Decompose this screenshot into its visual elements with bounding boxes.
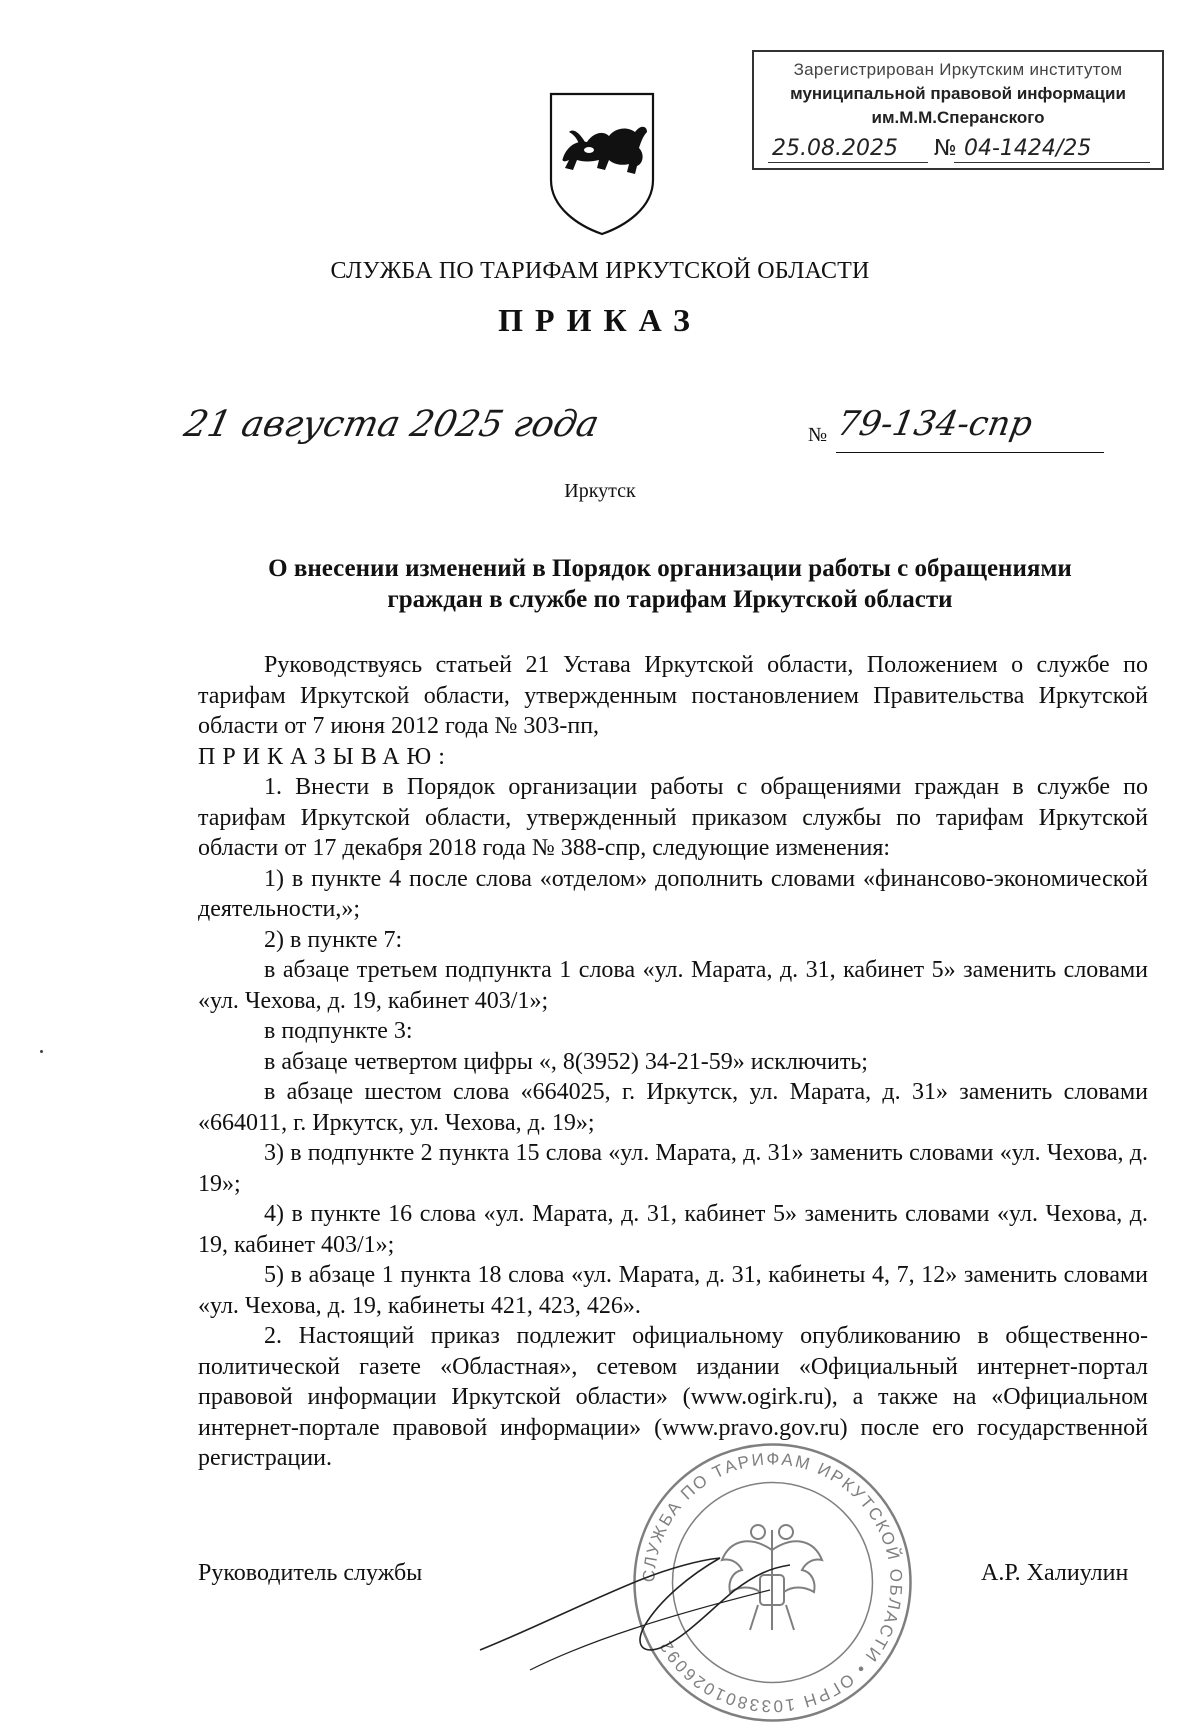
stamp-line-1: Зарегистрирован Иркутским институтом <box>793 60 1123 79</box>
subitem-2-c: в абзаце четвертом цифры «, 8(3952) 34-21-59» исключить; <box>264 1048 868 1075</box>
subject-line-2: граждан в службе по тарифам Иркутской области <box>387 586 953 613</box>
item-2: 2. Настоящий приказ подлежит официальному опубликованию в общественно-политической газете «Областная», сетевом издании «Официальный интернет-портал правовой информации Иркутской области» (www.ogirk.ru), а также на «Официальном интернет-портале правовой информации» (www.pravo.gov.ru) после его государственной регистрации. <box>198 1323 1148 1471</box>
stamp-number-label: № <box>934 136 957 161</box>
stamp-line-2: муниципальной правовой информации <box>790 84 1126 103</box>
document-type: ПРИКАЗ <box>498 302 702 338</box>
subitem-1: 1) в пункте 4 после слова «отделом» дополнить словами «финансово-экономической деятельности,»; <box>198 865 1148 922</box>
handwritten-date: 21 августа 2025 года <box>180 404 603 445</box>
subitem-2-a: в абзаце третьем подпункта 1 слова «ул. Марата, д. 31, кабинет 5» заменить словами «ул. Чехова, д. 19, кабинет 403/1»; <box>198 957 1148 1014</box>
organization-name: СЛУЖБА ПО ТАРИФАМ ИРКУТСКОЙ ОБЛАСТИ <box>330 258 870 284</box>
command: ПРИКАЗЫВАЮ: <box>198 743 452 770</box>
item-1: 1. Внести в Порядок организации работы с обращениями граждан в службе по тарифам Иркутской области, утвержденный приказом службы по тарифам Иркутской области от 17 декабря 2018 года № 388-спр, следующие изменения: <box>198 774 1148 861</box>
subitem-5: 5) в абзаце 1 пункта 18 слова «ул. Марата, д. 31, кабинеты 4, 7, 12» заменить словами «ул. Чехова, д. 19, кабинеты 421, 423, 426». <box>198 1262 1148 1319</box>
scan-dot <box>40 1050 43 1053</box>
number-label: № <box>808 424 828 446</box>
signature-scribble <box>470 1520 830 1680</box>
subitem-2-b: в подпункте 3: <box>264 1018 413 1044</box>
subitem-2-d: в абзаце шестом слова «664025, г. Иркутск, ул. Марата, д. 31» заменить словами «664011, г. Иркутск, ул. Чехова, д. 19»; <box>198 1079 1148 1136</box>
preamble: Руководствуясь статьей 21 Устава Иркутской области, Положением о службе по тарифам Иркутской области, утвержденным постановлением Правительства Иркутской области от 7 июня 2012 года № 303-пп, <box>198 652 1148 739</box>
coat-of-arms-icon <box>543 88 661 238</box>
stamp-date: 25.08.2025 <box>772 136 898 161</box>
signatory-position: Руководитель службы <box>198 1560 423 1586</box>
subject-line-1: О внесении изменений в Порядок организации работы с обращениями <box>268 555 1072 582</box>
subitem-2: 2) в пункте 7: <box>264 926 403 953</box>
signatory-name: А.Р. Халиулин <box>981 1560 1129 1586</box>
stamp-line-3: им.М.М.Сперанского <box>871 108 1045 127</box>
subitem-4: 4) в пункте 16 слова «ул. Марата, д. 31, кабинет 5» заменить словами «ул. Чехова, д. 19, кабинет 403/1»; <box>198 1201 1148 1258</box>
stamp-number: 04-1424/25 <box>964 136 1092 161</box>
stamp-date-line <box>768 162 928 163</box>
document-body <box>198 650 1148 1474</box>
subitem-3: 3) в подпункте 2 пункта 15 слова «ул. Марата, д. 31» заменить словами «ул. Чехова, д. 19»; <box>198 1140 1148 1197</box>
number-underline <box>836 452 1104 453</box>
seal-text: СЛУЖБА ПО ТАРИФАМ ИРКУТСКОЙ ОБЛАСТИ • ОГРН 1033801026092 <box>639 1449 906 1716</box>
handwritten-number: 79-134-спр <box>834 404 1036 444</box>
city: Иркутск <box>564 480 636 502</box>
registration-stamp <box>752 50 1164 170</box>
document-subject <box>190 553 1150 615</box>
stamp-number-line <box>954 162 1150 163</box>
